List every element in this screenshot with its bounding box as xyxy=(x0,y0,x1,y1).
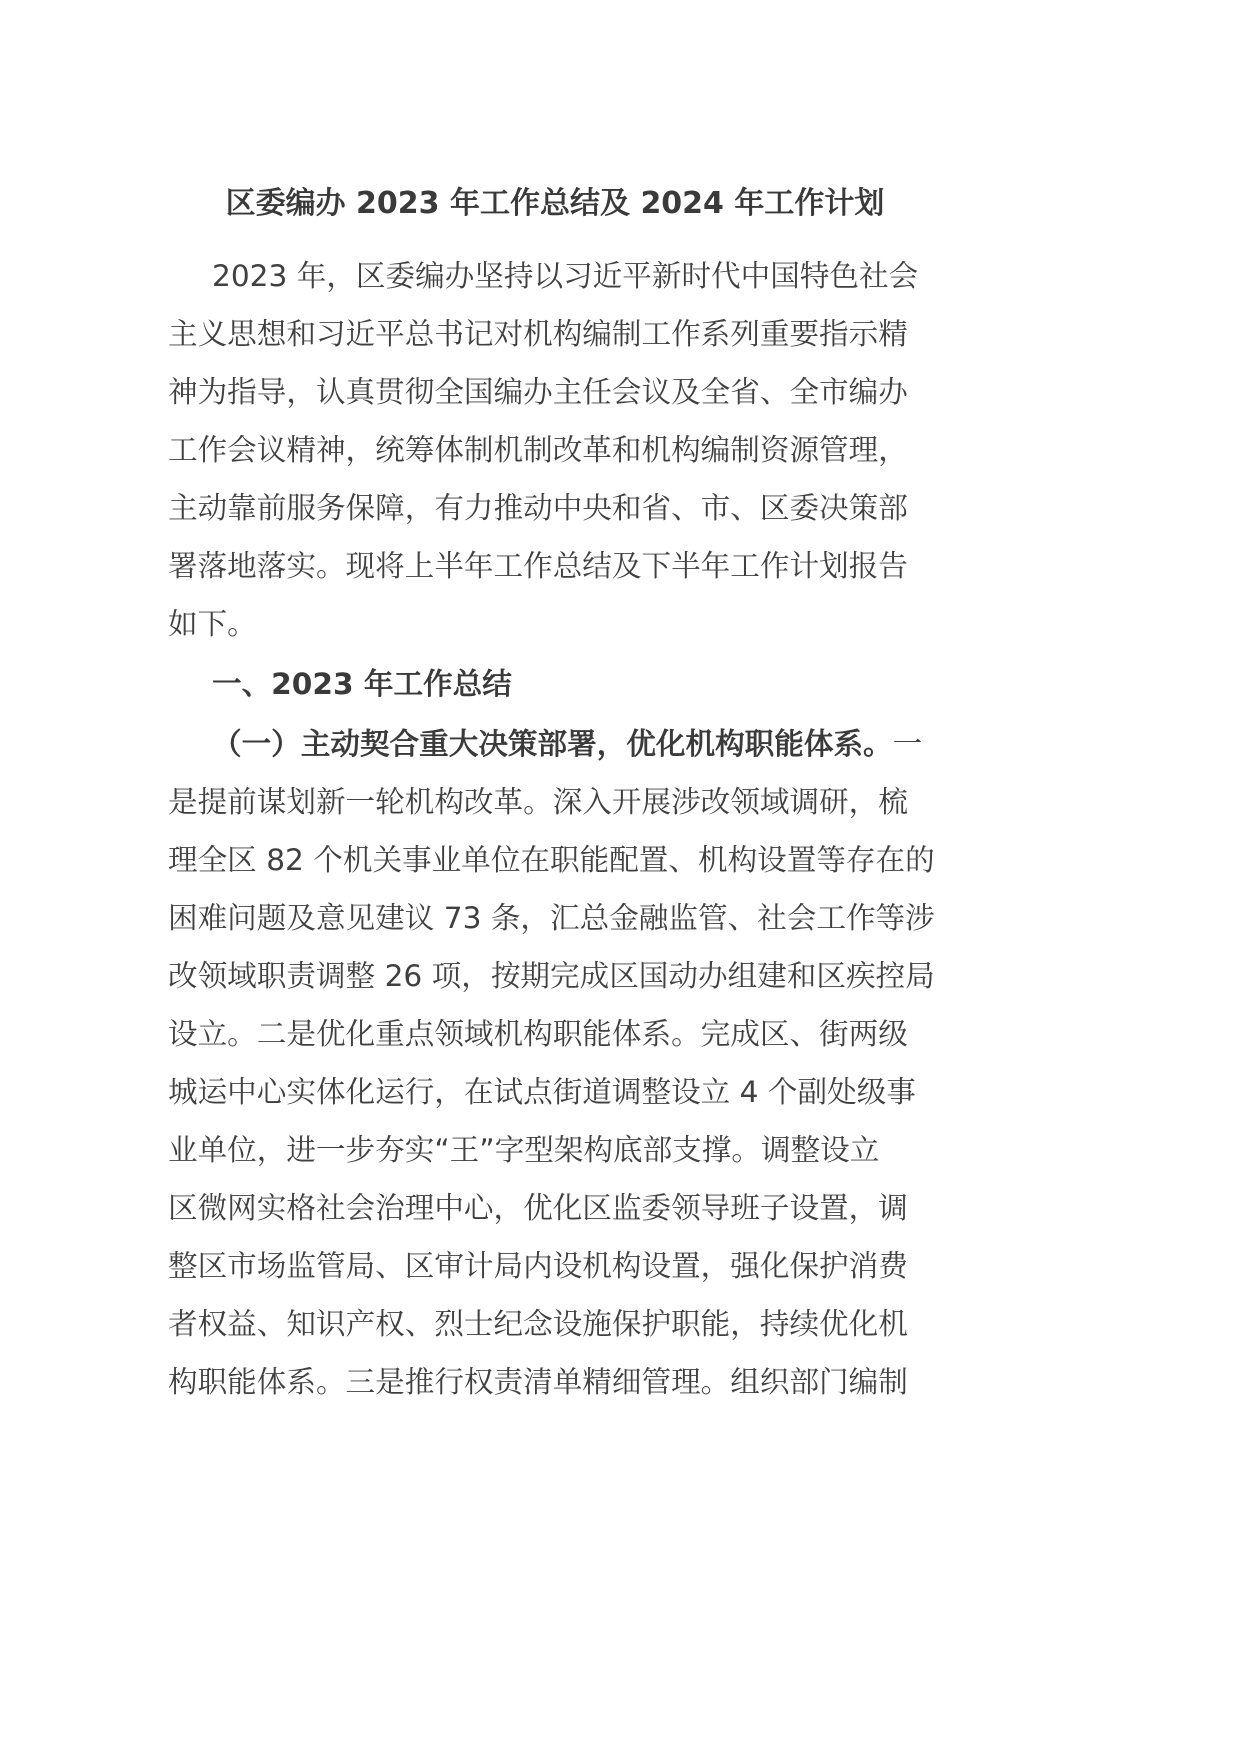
paragraph-line: 是提前谋划新一轮机构改革。深入开展涉改领域调研，梳 xyxy=(168,785,908,819)
paragraph-line: 工作会议精神，统筹体制机制改革和机构编制资源管理， xyxy=(168,433,908,467)
subsection-heading-tail: 一 xyxy=(892,727,923,761)
paragraph-line: 理全区 82 个机关事业单位在职能配置、机构设置等存在的 xyxy=(168,843,935,877)
subsection-heading-line xyxy=(212,715,922,773)
paragraph-line: 构职能体系。三是推行权责清单精细管理。组织部门编制 xyxy=(168,1365,908,1399)
paragraph-line: 署落地落实。现将上半年工作总结及下半年工作计划报告 xyxy=(168,549,908,583)
paragraph-line: 改领域职责调整 26 项，按期完成区国动办组建和区疾控局 xyxy=(168,959,935,993)
paragraph-line: 城运中心实体化运行，在试点街道调整设立 4 个副处级事 xyxy=(168,1075,916,1109)
paragraph-line: 设立。二是优化重点领域机构职能体系。完成区、街两级 xyxy=(168,1017,908,1051)
paragraph-line: 整区市场监管局、区审计局内设机构设置，强化保护消费 xyxy=(168,1249,908,1283)
paragraph-line: 困难问题及意见建议 73 条，汇总金融监管、社会工作等涉 xyxy=(168,901,935,935)
subsection-heading: （一）主动契合重大决策部署，优化机构职能体系。 xyxy=(212,727,893,761)
document-title: 区委编办 2023 年工作总结及 2024 年工作计划 xyxy=(225,186,885,221)
paragraph-line: 主动靠前服务保障，有力推动中央和省、市、区委决策部 xyxy=(168,491,908,525)
paragraph-line: 业单位，进一步夯实“王”字型架构底部支撑。调整设立 xyxy=(168,1133,880,1167)
paragraph-line: 者权益、知识产权、烈士纪念设施保护职能，持续优化机 xyxy=(168,1307,908,1341)
paragraph-line: 区微网实格社会治理中心，优化区监委领导班子设置，调 xyxy=(168,1191,908,1225)
paragraph-line: 神为指导，认真贯彻全国编办主任会议及全省、全市编办 xyxy=(168,375,908,409)
paragraph-line: 主义思想和习近平总书记对机构编制工作系列重要指示精 xyxy=(168,317,908,351)
paragraph-line: 如下。 xyxy=(168,607,257,641)
paragraph-line: 2023 年，区委编办坚持以习近平新时代中国特色社会 xyxy=(212,259,919,293)
section-heading: 一、2023 年工作总结 xyxy=(212,667,512,701)
